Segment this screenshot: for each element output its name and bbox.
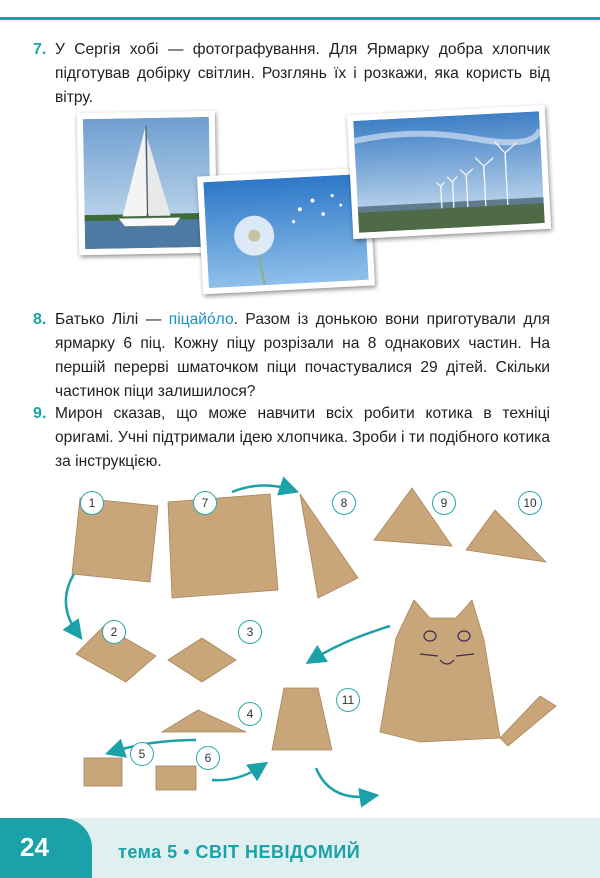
step-3: 3 <box>238 620 262 644</box>
paper-fold-step4 <box>162 710 246 732</box>
photo-sailboat <box>77 111 217 255</box>
task-number: 9. <box>33 405 47 422</box>
task-8 <box>33 308 550 404</box>
sailboat-image <box>83 117 211 249</box>
step-7: 7 <box>193 491 217 515</box>
paper-fold-step5 <box>84 758 122 786</box>
task-9 <box>33 402 550 474</box>
wind-turbines-image <box>353 111 545 233</box>
task-number: 7. <box>33 41 47 58</box>
paper-cat-tail <box>500 696 556 746</box>
highlighted-word: піцайо́ло <box>168 311 234 328</box>
task-7 <box>33 38 550 110</box>
step-5: 5 <box>130 742 154 766</box>
paper-fold-step10 <box>466 510 546 562</box>
dandelion-image <box>203 174 368 288</box>
photo-wind-turbines <box>347 105 551 239</box>
photo-dandelion <box>197 168 375 295</box>
theme-title: СВІТ НЕВІДОМИЙ <box>195 842 361 862</box>
step-2: 2 <box>102 620 126 644</box>
step-1: 1 <box>80 491 104 515</box>
step-6: 6 <box>196 746 220 770</box>
paper-fold-step3 <box>168 638 236 682</box>
task-text: Мирон сказав, що може навчити всіх робити котика в техніці оригамі. Учні підтримали ідею хлопчика. Зроби і ти подібного котика за інструкцією. <box>55 405 550 470</box>
task-text-start: Батько Лілі — <box>55 311 169 328</box>
theme-caption <box>118 842 360 863</box>
step-4: 4 <box>238 702 262 726</box>
step-9: 9 <box>432 491 456 515</box>
step-10: 10 <box>518 491 542 515</box>
paper-square-step7 <box>168 494 278 598</box>
paper-fold-step11 <box>272 688 332 750</box>
paper-fold-step6 <box>156 766 196 790</box>
top-rule <box>0 17 600 20</box>
paper-cat <box>380 600 500 742</box>
task-text-end: . Разом із донькою вони приготували для ярмарку 6 піц. Кожну піцу розрізали на 8 однакових частин. На першій перерві шматочком піци почастувалися 29 дітей. Скільки частинок піци залишилося? <box>55 311 550 400</box>
page-number: 24 <box>20 832 49 862</box>
theme-separator: • <box>183 842 191 862</box>
step-11: 11 <box>336 688 360 712</box>
origami-instructions <box>0 470 600 815</box>
task-text: У Сергія хобі — фотографування. Для Ярмарку добра хлопчик підготував добірку світлин. Розглянь їх і розкажи, яка користь від вітру. <box>55 41 550 106</box>
step-8: 8 <box>332 491 356 515</box>
task-number: 8. <box>33 311 47 328</box>
theme-label: тема 5 <box>118 842 178 862</box>
